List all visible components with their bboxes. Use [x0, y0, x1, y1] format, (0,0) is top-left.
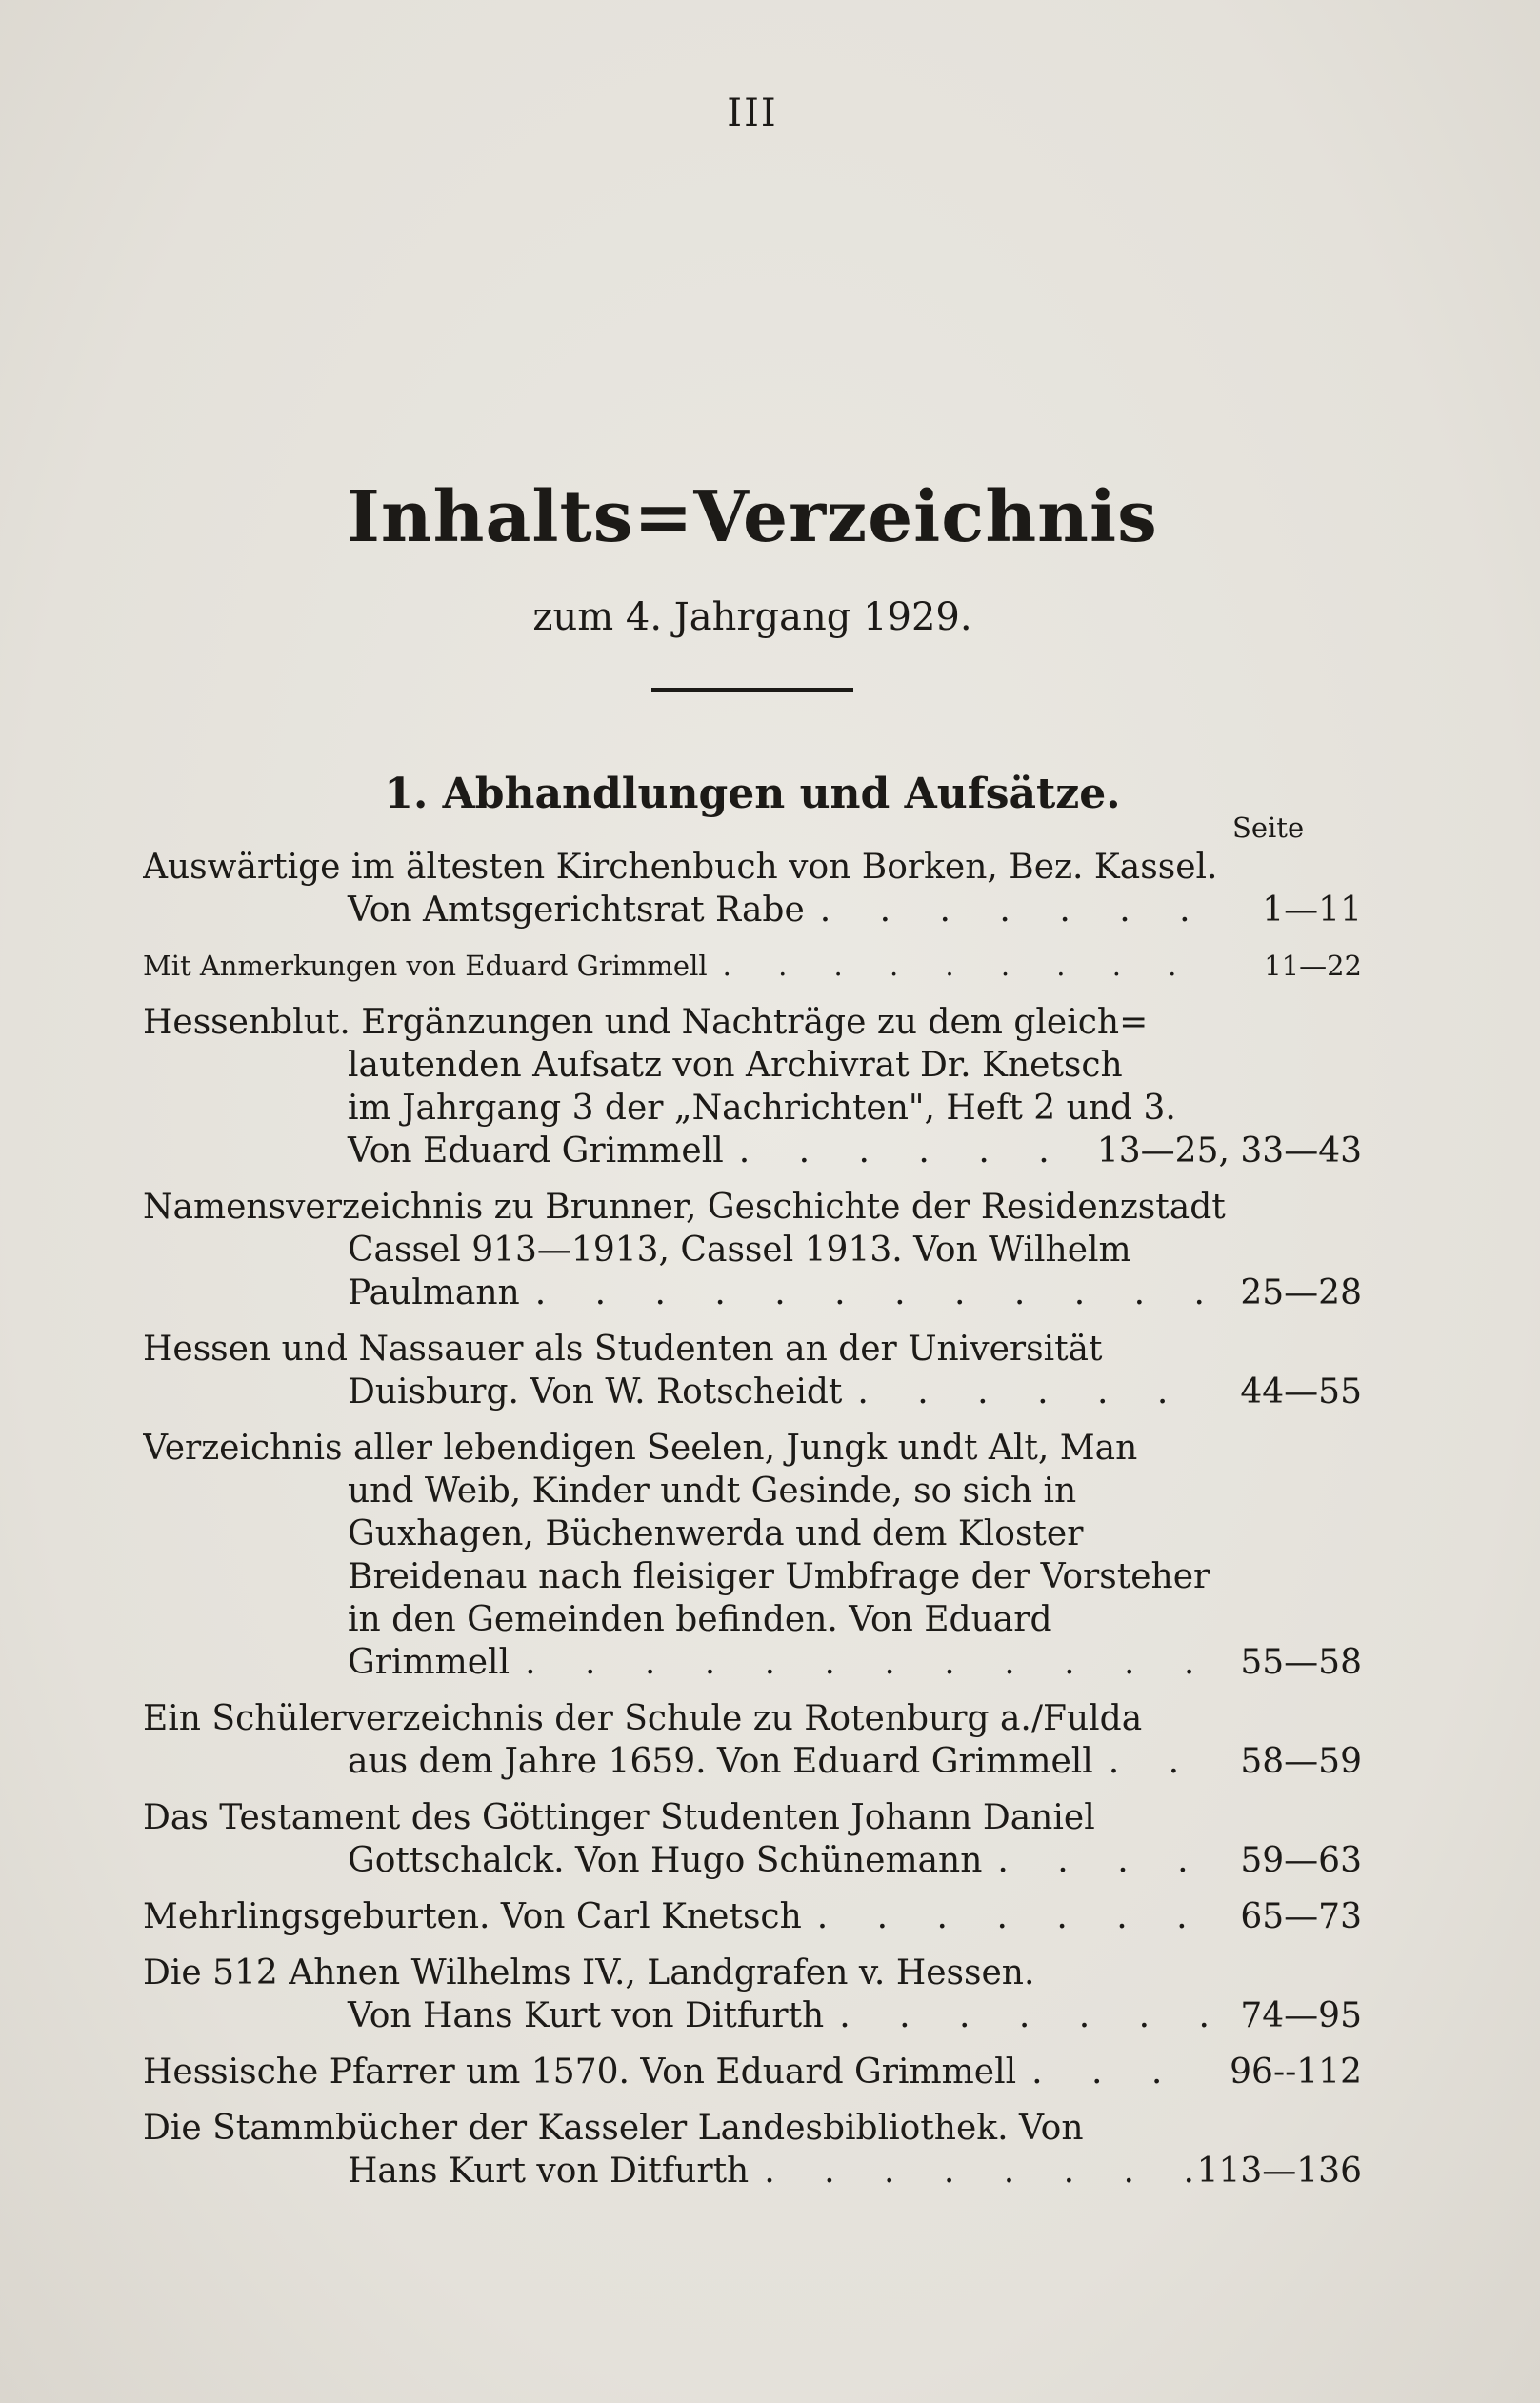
page-subtitle: zum 4. Jahrgang 1929.: [532, 595, 972, 639]
page-title: Inhalts=Verzeichnis: [347, 476, 1158, 558]
toc-entry: [143, 846, 1362, 931]
page-column-label: Seite: [1232, 811, 1305, 844]
toc-entry-text: Mehrlingsgeburten. Von Carl Knetsch: [143, 1897, 802, 1936]
dot-leader: [1016, 2051, 1210, 2093]
toc-entry: [143, 2107, 1362, 2193]
toc-entry-final-line: [143, 889, 1362, 931]
toc-entry-line: Das Testament des Göttinger Studenten Johann Daniel: [143, 1798, 1095, 1837]
toc-entry-text: Von Hans Kurt von Ditfurth: [348, 1996, 825, 2035]
toc-entry-final-line: [143, 1272, 1362, 1314]
toc-entry-text: Paulmann: [348, 1273, 520, 1312]
toc-entry-line: Namensverzeichnis zu Brunner, Geschichte der Residenzstadt: [143, 1188, 1226, 1227]
toc-entry-final-line: [143, 2051, 1362, 2093]
dot-leader: [802, 1895, 1210, 1938]
toc-entry: [143, 1186, 1362, 1314]
toc-entry-line: Auswärtige im ältesten Kirchenbuch von Borken, Bez. Kassel.: [143, 848, 1218, 887]
dot-leader: [724, 1130, 1097, 1172]
toc-entry-text: Hans Kurt von Ditfurth: [348, 2152, 750, 2191]
page-range: 55—58: [1240, 1643, 1362, 1682]
toc-entry-final-line: [143, 1994, 1362, 2037]
toc-entry: [143, 1895, 1362, 1938]
toc-entry-line: Die Stammbücher der Kasseler Landesbibliothek. Von: [143, 2109, 1084, 2148]
toc-entry-line: Hessenblut. Ergänzungen und Nachträge zu dem gleich=: [143, 1003, 1149, 1042]
page-range: 58—59: [1240, 1742, 1362, 1781]
toc-entry-line: in den Gemeinden befinden. Von Eduard: [348, 1600, 1052, 1639]
toc-entry: [143, 2051, 1362, 2093]
page-range: 65—73: [1240, 1897, 1362, 1936]
toc-entry-text: Hessische Pfarrer um 1570. Von Eduard Grimmell: [143, 2053, 1017, 2092]
page-number: III: [727, 91, 778, 135]
toc-entry-text: Von Eduard Grimmell: [348, 1131, 724, 1171]
toc-entry-line: Ein Schülerverzeichnis der Schule zu Rotenburg a./Fulda: [143, 1699, 1143, 1738]
dot-leader: [824, 1994, 1210, 2037]
toc-entry: [143, 1697, 1362, 1783]
toc-entry: [143, 1001, 1362, 1172]
dot-leader: [1093, 1740, 1210, 1783]
toc-entry-text: Gottschalck. Von Hugo Schünemann: [348, 1841, 983, 1880]
toc-entry-text: Von Amtsgerichtsrat Rabe: [348, 891, 805, 930]
page-range: 96--112: [1230, 2053, 1362, 2092]
title-divider: [651, 688, 853, 692]
toc-entry-final-line: [143, 1371, 1362, 1413]
dot-leader: [510, 1641, 1210, 1684]
dot-leader: [982, 1839, 1210, 1882]
page-range: 25—28: [1240, 1273, 1362, 1312]
dot-leader: [520, 1272, 1210, 1314]
toc-entry-line: und Weib, Kinder undt Gesinde, so sich in: [348, 1472, 1077, 1511]
toc-entry-line: Breidenau nach fleisiger Umbfrage der Vorsteher: [348, 1557, 1210, 1596]
toc-entry-final-line: [143, 2150, 1362, 2193]
section-heading: 1. Abhandlungen und Aufsätze.: [384, 770, 1121, 818]
toc-entry-final-line: [143, 945, 1362, 988]
toc-entry-final-line: [143, 1740, 1362, 1783]
toc-entry: [143, 1796, 1362, 1882]
page-range: 1—11: [1262, 891, 1362, 930]
toc-entry: [143, 1427, 1362, 1684]
dot-leader: [842, 1371, 1210, 1413]
page-range: 44—55: [1240, 1372, 1362, 1412]
toc-entry-final-line: [143, 1839, 1362, 1882]
toc-entry-line: Die 512 Ahnen Wilhelms IV., Landgrafen v. Hessen.: [143, 1953, 1035, 1992]
toc-entry-final-line: [143, 1895, 1362, 1938]
page-range: 11—22: [1264, 950, 1362, 982]
page-range: 13—25, 33—43: [1096, 1131, 1362, 1171]
toc-entry: [143, 1328, 1362, 1413]
toc-entry-text: Duisburg. Von W. Rotscheidt: [348, 1372, 843, 1412]
toc-entry-text: Mit Anmerkungen von Eduard Grimmell: [143, 950, 708, 982]
toc-entry-line: Hessen und Nassauer als Studenten an der Universität: [143, 1330, 1103, 1369]
toc-entry: [143, 1952, 1362, 2037]
toc-entry-final-line: [143, 1641, 1362, 1684]
toc-entry-text: aus dem Jahre 1659. Von Eduard Grimmell: [348, 1742, 1093, 1781]
toc-entry-final-line: [143, 1130, 1362, 1172]
toc-entry-line: Guxhagen, Büchenwerda und dem Kloster: [348, 1514, 1084, 1553]
table-of-contents: [143, 846, 1362, 2206]
page-range: 59—63: [1240, 1841, 1362, 1880]
page-range: 74—95: [1240, 1996, 1362, 2035]
toc-entry-text: Grimmell: [348, 1643, 510, 1682]
page-range: 113—136: [1196, 2152, 1362, 2191]
dot-leader: [805, 889, 1210, 931]
dot-leader: [708, 945, 1210, 988]
dot-leader: [749, 2150, 1196, 2193]
toc-entry-line: im Jahrgang 3 der „Nachrichten", Heft 2 und 3.: [348, 1089, 1176, 1128]
toc-entry-line: Cassel 913—1913, Cassel 1913. Von Wilhelm: [348, 1231, 1131, 1270]
toc-entry-line: Verzeichnis aller lebendigen Seelen, Jungk undt Alt, Man: [143, 1429, 1138, 1468]
toc-entry-line: lautenden Aufsatz von Archivrat Dr. Knetsch: [348, 1046, 1123, 1085]
toc-entry: [143, 945, 1362, 988]
